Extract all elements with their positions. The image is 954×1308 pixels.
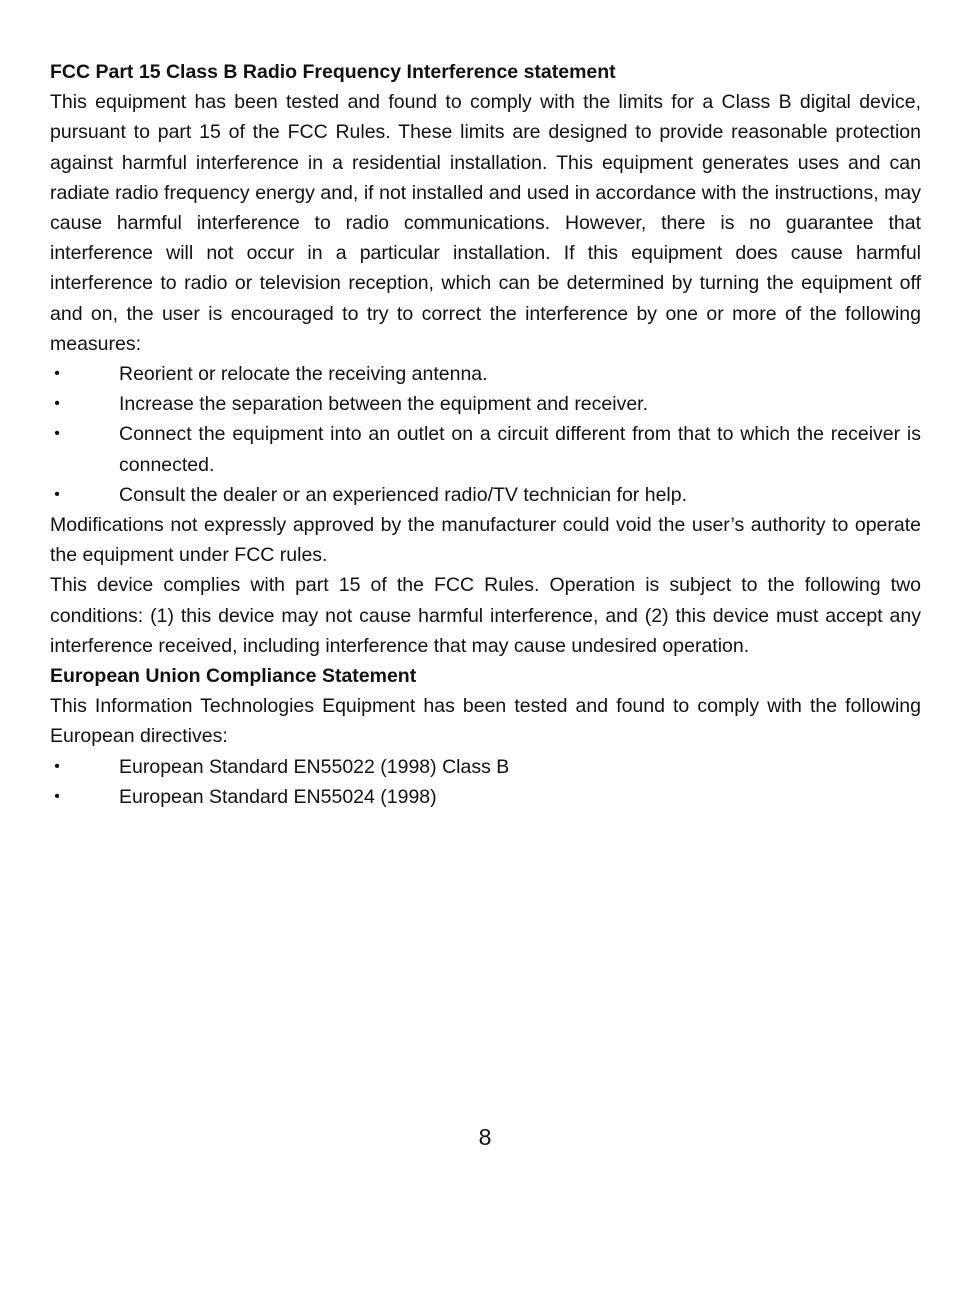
- fcc-intro-paragraph: This equipment has been tested and found to comply with the limits for a Class B digital device, pursuant to part 15 of the FCC Rules. These limits are designed to provide reasonable protection against harmful interference in a residential installation. This equipment generates uses and can radiate radio frequency energy and, if not installed and used in accordance with the instructions, may cause harmful interference to radio communications. However, there is no guarantee that interference will not occur in a particular installation. If this equipment does cause harmful interference to radio or television reception, which can be determined by turning the equipment off and on, the user is encouraged to try to correct the interference by one or more of the following measures:: [50, 91, 921, 355]
- list-item: [50, 752, 921, 782]
- bullet-icon: •: [54, 485, 60, 503]
- measure-text: Connect the equipment into an outlet on a circuit different from that to which the receiver is connected.: [119, 423, 921, 476]
- page-number: 8: [478, 1124, 492, 1150]
- fcc-heading: FCC Part 15 Class B Radio Frequency Interference statement: [50, 61, 616, 83]
- eu-directives-list: [50, 752, 921, 812]
- bullet-icon: •: [54, 757, 60, 775]
- fcc-modifications-paragraph: Modifications not expressly approved by the manufacturer could void the user’s authority to operate the equipment under FCC rules.: [50, 514, 921, 567]
- fcc-conditions-paragraph: This device complies with part 15 of the FCC Rules. Operation is subject to the following two conditions: (1) this device may not cause harmful interference, and (2) this device must accept any interference received, including interference that may cause undesired operation.: [50, 574, 921, 657]
- bullet-icon: •: [54, 425, 60, 443]
- measure-text: Consult the dealer or an experienced radio/TV technician for help.: [119, 483, 688, 506]
- bullet-icon: •: [54, 365, 60, 383]
- measure-text: Increase the separation between the equipment and receiver.: [119, 393, 649, 416]
- directive-text: European Standard EN55024 (1998): [119, 785, 437, 808]
- list-item: [50, 419, 921, 479]
- eu-heading: European Union Compliance Statement: [50, 665, 417, 688]
- directive-text: European Standard EN55022 (1998) Class B: [119, 755, 510, 778]
- fcc-measures-list: [50, 359, 921, 510]
- bullet-icon: •: [54, 395, 60, 413]
- document-page: [50, 57, 921, 812]
- list-item: [50, 389, 921, 419]
- bullet-icon: •: [54, 787, 60, 805]
- list-item: [50, 359, 921, 389]
- list-item: [50, 782, 921, 812]
- eu-intro-paragraph: This Information Technologies Equipment has been tested and found to comply with the following European directives:: [50, 695, 921, 748]
- list-item: [50, 480, 921, 510]
- measure-text: Reorient or relocate the receiving antenna.: [119, 363, 488, 386]
